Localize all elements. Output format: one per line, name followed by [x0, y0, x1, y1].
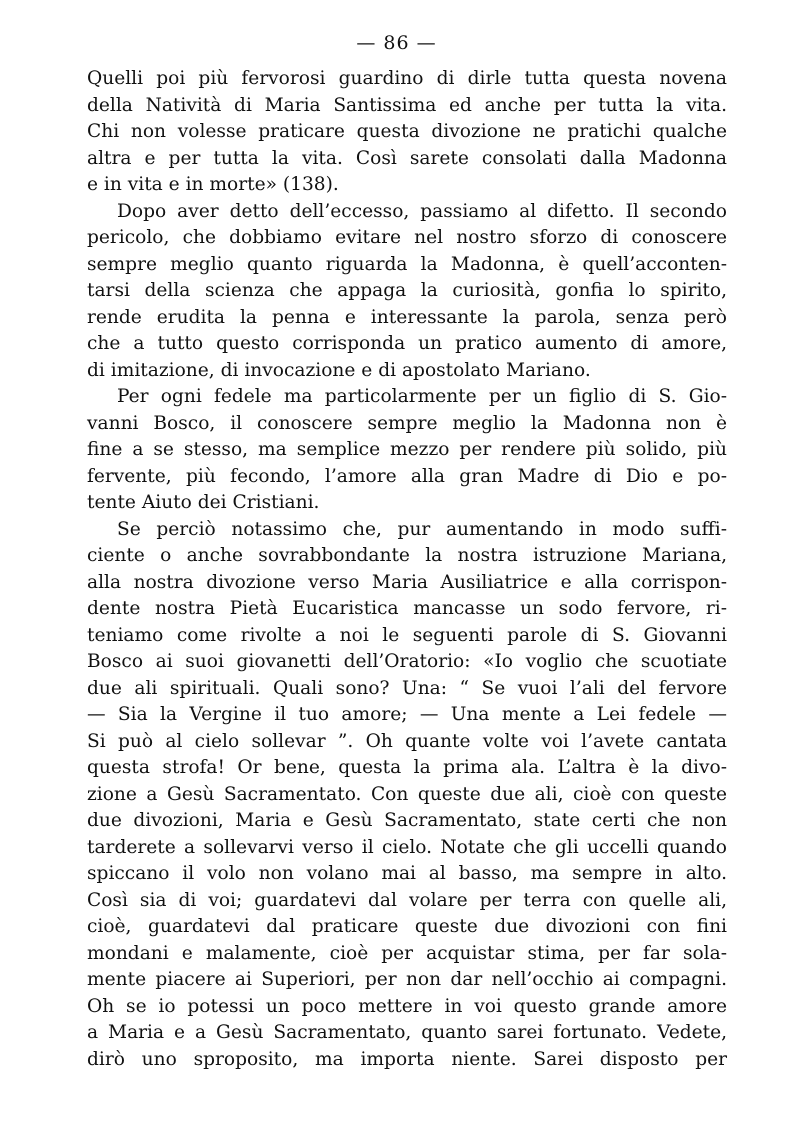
- text-line: fervente, più fecondo, l’amore alla gran Madre di Dio e po-: [87, 465, 727, 487]
- text-line: fine a se stesso, ma semplice mezzo per rendere più solido, più: [87, 439, 727, 460]
- text-line: a Maria e a Gesù Sacramentato, quanto sarei fortunato. Vedete,: [87, 1022, 727, 1043]
- text-line: due divozioni, Maria e Gesù Sacramentato, state certi che non: [87, 810, 727, 831]
- text-line: di imitazione, di invocazione e di apostolato Mariano.: [87, 359, 591, 381]
- text-line: e in vita e in morte» (138).: [87, 174, 339, 195]
- text-line: Si può al cielo sollevar ”. Oh quante volte voi l’avete cantata: [87, 730, 727, 752]
- text-line: teniamo come rivolte a noi le seguenti parole di S. Giovanni: [87, 624, 727, 646]
- text-line: Se perciò notassimo che, pur aumentando in modo suffi-: [117, 518, 727, 540]
- page-number: — 86 —: [356, 32, 437, 54]
- text-line: tarsi della scienza che appaga la curiosità, gonfia lo spirito,: [87, 280, 727, 301]
- text-line: vanni Bosco, il conoscere sempre meglio la Madonna non è: [87, 412, 727, 434]
- text-line: spiccano il volo non volano mai al basso, ma sempre in alto.: [87, 863, 727, 884]
- text-line: altra e per tutta la vita. Così sarete consolati dalla Madonna: [87, 147, 727, 169]
- text-line: — Sia la Vergine il tuo amore; — Una mente a Lei fedele —: [87, 704, 727, 725]
- text-line: mente piacere ai Superiori, per non dar nell’occhio ai compagni.: [87, 969, 727, 990]
- text-line: sempre meglio quanto riguarda la Madonna, è quell’acconten-: [87, 253, 727, 275]
- text-line: tente Aiuto dei Cristiani.: [87, 492, 320, 513]
- text-line: mondani e malamente, cioè per acquistar stima, per far sola-: [87, 942, 727, 964]
- text-line: due ali spirituali. Quali sono? Una: “ Se vuoi l’ali del fervore: [87, 677, 727, 699]
- text-line: Bosco ai suoi giovanetti dell’Oratorio: «Io voglio che scuotiate: [87, 651, 727, 672]
- text-line: Così sia di voi; guardatevi dal volare per terra con quelle ali,: [87, 889, 727, 911]
- text-line: che a tutto questo corrisponda un pratico aumento di amore,: [87, 333, 727, 354]
- text-line: dirò uno sproposito, ma importa niente. Sarei disposto per: [87, 1048, 727, 1070]
- text-line: rende erudita la penna e interessante la parola, senza però: [87, 306, 727, 328]
- text-line: Dopo aver detto dell’eccesso, passiamo al difetto. Il secondo: [117, 200, 727, 222]
- body-text: [87, 66, 727, 1073]
- text-line: questa strofa! Or bene, questa la prima ala. L’altra è la divo-: [87, 757, 727, 778]
- text-line: della Natività di Maria Santissima ed anche per tutta la vita.: [87, 94, 727, 116]
- text-line: dente nostra Pietà Eucaristica mancasse un sodo fervore, ri-: [87, 598, 727, 619]
- text-line: Chi non volesse praticare questa divozione ne pratichi qualche: [87, 121, 727, 142]
- text-line: zione a Gesù Sacramentato. Con queste due ali, cioè con queste: [87, 783, 727, 805]
- text-line: Oh se io potessi un poco mettere in voi questo grande amore: [87, 995, 727, 1017]
- text-line: pericolo, che dobbiamo evitare nel nostro sforzo di conoscere: [87, 227, 727, 248]
- text-line: alla nostra divozione verso Maria Ausiliatrice e alla corrispon-: [87, 571, 727, 593]
- text-line: cioè, guardatevi dal praticare queste due divozioni con fini: [87, 916, 727, 937]
- text-line: Per ogni fedele ma particolarmente per un figlio di S. Gio-: [117, 386, 727, 407]
- text-line: tarderete a sollevarvi verso il cielo. Notate che gli uccelli quando: [87, 836, 727, 858]
- text-line: ciente o anche sovrabbondante la nostra istruzione Mariana,: [87, 545, 727, 566]
- text-line: Quelli poi più fervorosi guardino di dirle tutta questa novena: [87, 68, 727, 89]
